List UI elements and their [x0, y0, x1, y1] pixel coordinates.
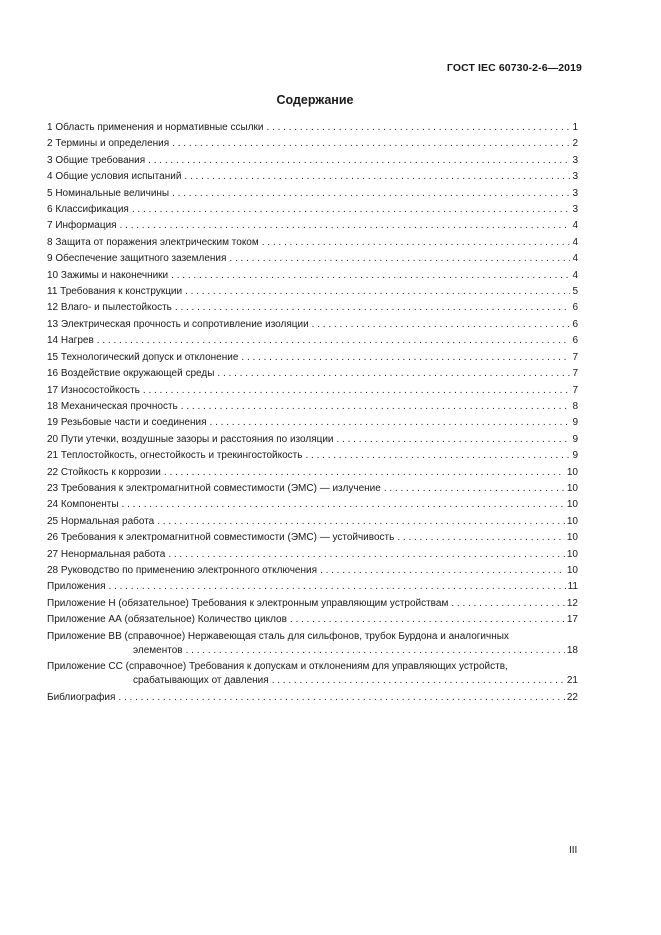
- toc-entry-page: 4: [572, 253, 578, 265]
- toc-entry-page: 17: [566, 614, 578, 626]
- toc-entry-label: 10 Зажимы и наконечники: [47, 269, 169, 281]
- toc-entry: [47, 136, 578, 152]
- toc-entry-label: 13 Электрическая прочность и сопротивление изоляции: [47, 318, 309, 330]
- toc-entry-label: 25 Нормальная работа: [47, 515, 155, 527]
- toc-entry-label: Приложение СС (справочное) Требования к допускам и отклонениям для управляющих устройств,: [47, 660, 508, 672]
- toc-entry: [47, 120, 578, 136]
- toc-entry: [47, 383, 578, 399]
- toc-entry: [47, 186, 578, 202]
- toc-entry-label: 26 Требования к электромагнитной совместимости (ЭМС) — устойчивость: [47, 532, 395, 544]
- toc-entry-multiline: [47, 630, 578, 658]
- toc-entry: [47, 235, 578, 251]
- toc-title: Содержание: [276, 93, 354, 107]
- toc-entry: [47, 300, 578, 316]
- toc-entry-page: 18: [566, 644, 578, 656]
- toc-entry-label: 14 Нагрев: [47, 335, 94, 347]
- toc-entry-page: 3: [572, 187, 578, 199]
- toc-entry-page: 7: [572, 368, 578, 380]
- toc-entry-page: 7: [572, 384, 578, 396]
- dot-leader: [143, 383, 571, 399]
- toc-entry-label: 24 Компоненты: [47, 499, 119, 511]
- toc-entry-page: 9: [572, 417, 578, 429]
- toc-entry: [47, 202, 578, 218]
- toc-entry-label: 3 Общие требования: [47, 154, 146, 166]
- toc-entry: [47, 350, 578, 366]
- toc-entry-page: 6: [572, 302, 578, 314]
- dot-leader: [186, 644, 565, 658]
- toc-entry: [47, 432, 578, 448]
- dot-leader: [157, 514, 565, 530]
- toc-entry-label: 7 Информация: [47, 220, 117, 232]
- dot-leader: [262, 235, 571, 251]
- toc-entry-label: Приложения: [47, 581, 106, 593]
- toc-entry: [47, 284, 578, 300]
- dot-leader: [384, 481, 565, 497]
- dot-leader: [217, 366, 570, 382]
- dot-leader: [320, 563, 565, 579]
- toc-entry-label-line2: срабатывающих от давления: [133, 674, 269, 686]
- toc-entry: [47, 690, 578, 706]
- dot-leader: [210, 415, 571, 431]
- toc-entry-label: Библиография: [47, 691, 116, 703]
- toc-entry-page: 3: [572, 154, 578, 166]
- toc-entry-page: 6: [572, 318, 578, 330]
- toc-entry-label: 9 Обеспечение защитного заземления: [47, 253, 227, 265]
- toc-entry-label: 28 Руководство по применению электронного отключения: [47, 564, 318, 576]
- toc-entry-label: 6 Классификация: [47, 204, 129, 216]
- dot-leader: [171, 268, 570, 284]
- toc-entry-label: 20 Пути утечки, воздушные зазоры и расстояния по изоляции: [47, 433, 334, 445]
- toc-entry-label: 23 Требования к электромагнитной совместимости (ЭМС) — излучение: [47, 482, 381, 494]
- toc-entry: [47, 415, 578, 431]
- toc-entry-label: Приложение Н (обязательное) Требования к электронным управляющим устройствам: [47, 597, 449, 609]
- toc-entry-page: 21: [566, 674, 578, 686]
- toc-entry-continuation: [47, 644, 578, 658]
- toc-entry: [47, 547, 578, 563]
- toc-entry-page: 2: [572, 138, 578, 150]
- dot-leader: [397, 530, 565, 546]
- toc-entry-label: 4 Общие условия испытаний: [47, 171, 182, 183]
- toc-entry-label: 16 Воздействие окружающей среды: [47, 368, 215, 380]
- dot-leader: [185, 284, 570, 300]
- toc-entry: [47, 563, 578, 579]
- toc-entry: [47, 333, 578, 349]
- toc-entry-page: 10: [566, 532, 578, 544]
- toc-entry: [47, 218, 578, 234]
- toc-entry-page: 10: [566, 499, 578, 511]
- toc-entry-page: 10: [566, 515, 578, 527]
- dot-leader: [184, 169, 570, 185]
- dot-leader: [181, 399, 571, 415]
- toc-entry-label: 8 Защита от поражения электрическим током: [47, 236, 259, 248]
- toc-entry-label: Приложение ВВ (справочное) Нержавеющая сталь для сильфонов, трубок Бурдона и аналогичных: [47, 630, 509, 642]
- toc-entry-label: Приложение АА (обязательное) Количество циклов: [47, 614, 287, 626]
- dot-leader: [241, 350, 570, 366]
- toc-entry-page: 5: [572, 286, 578, 298]
- toc-entry: [47, 481, 578, 497]
- toc-entry: [47, 366, 578, 382]
- dot-leader: [109, 579, 566, 595]
- toc-entry: [47, 448, 578, 464]
- dot-leader: [451, 596, 565, 612]
- toc-entry-multiline: [47, 660, 578, 688]
- toc-entry-label-line2: элементов: [133, 644, 183, 656]
- dot-leader: [229, 251, 570, 267]
- toc-entry: [47, 612, 578, 628]
- dot-leader: [148, 153, 570, 169]
- dot-leader: [168, 547, 565, 563]
- toc-entry: [47, 497, 578, 513]
- toc-entry-label: 2 Термины и определения: [47, 138, 170, 150]
- dot-leader: [266, 120, 570, 136]
- table-of-contents: [47, 120, 578, 706]
- toc-entry-page: 10: [566, 564, 578, 576]
- toc-entry-page: 3: [572, 204, 578, 216]
- toc-entry-label: 27 Ненормальная работа: [47, 548, 166, 560]
- toc-entry-page: 7: [572, 351, 578, 363]
- toc-entry-page: 22: [566, 691, 578, 703]
- toc-entry: [47, 153, 578, 169]
- toc-entry-page: 10: [566, 482, 578, 494]
- toc-entry: [47, 530, 578, 546]
- toc-entry: [47, 579, 578, 595]
- toc-entry-page: 6: [572, 335, 578, 347]
- dot-leader: [290, 612, 565, 628]
- dot-leader: [272, 674, 565, 688]
- toc-entry-label: 5 Номинальные величины: [47, 187, 170, 199]
- page-number: III: [569, 845, 578, 856]
- toc-entry-page: 9: [572, 433, 578, 445]
- toc-entry-label: 21 Теплостойкость, огнестойкость и трекингостойкость: [47, 450, 303, 462]
- toc-entry-label: 17 Износостойкость: [47, 384, 140, 396]
- toc-entry-continuation: [47, 674, 578, 688]
- toc-entry-page: 8: [572, 400, 578, 412]
- dot-leader: [132, 202, 571, 218]
- toc-entry-page: 4: [572, 269, 578, 281]
- toc-entry: [47, 169, 578, 185]
- dot-leader: [172, 136, 570, 152]
- toc-entry-page: 4: [572, 220, 578, 232]
- dot-leader: [97, 333, 571, 349]
- toc-entry-label: 1 Область применения и нормативные ссылки: [47, 122, 264, 133]
- toc-entry-label: 11 Требования к конструкции: [47, 286, 183, 298]
- toc-entry: [47, 268, 578, 284]
- toc-entry-page: 4: [572, 236, 578, 248]
- toc-entry: [47, 251, 578, 267]
- toc-entry-page: 10: [566, 548, 578, 560]
- toc-entry: [47, 317, 578, 333]
- toc-entry-label: 19 Резьбовые части и соединения: [47, 417, 207, 429]
- toc-entry: [47, 399, 578, 415]
- dot-leader: [120, 218, 571, 234]
- toc-entry-page: 10: [566, 466, 578, 478]
- document-id: ГОСТ IEC 60730-2-6—2019: [446, 62, 582, 74]
- toc-entry: [47, 596, 578, 612]
- dot-leader: [164, 465, 565, 481]
- toc-entry-label: 18 Механическая прочность: [47, 400, 178, 412]
- toc-entry: [47, 514, 578, 530]
- dot-leader: [175, 300, 571, 316]
- toc-entry-label: 12 Влаго- и пылестойкость: [47, 302, 172, 314]
- dot-leader: [337, 432, 571, 448]
- toc-entry-page: 11: [567, 581, 578, 593]
- dot-leader: [172, 186, 570, 202]
- toc-entry-page: 12: [566, 597, 578, 609]
- toc-entry-label: 22 Стойкость к коррозии: [47, 466, 161, 478]
- dot-leader: [312, 317, 571, 333]
- dot-leader: [122, 497, 565, 513]
- dot-leader: [305, 448, 570, 464]
- toc-entry-page: 1: [572, 122, 578, 133]
- toc-entry-label: 15 Технологический допуск и отклонение: [47, 351, 239, 363]
- toc-entry: [47, 465, 578, 481]
- dot-leader: [118, 690, 564, 706]
- toc-entry-page: 9: [572, 450, 578, 462]
- toc-entry-page: 3: [572, 171, 578, 183]
